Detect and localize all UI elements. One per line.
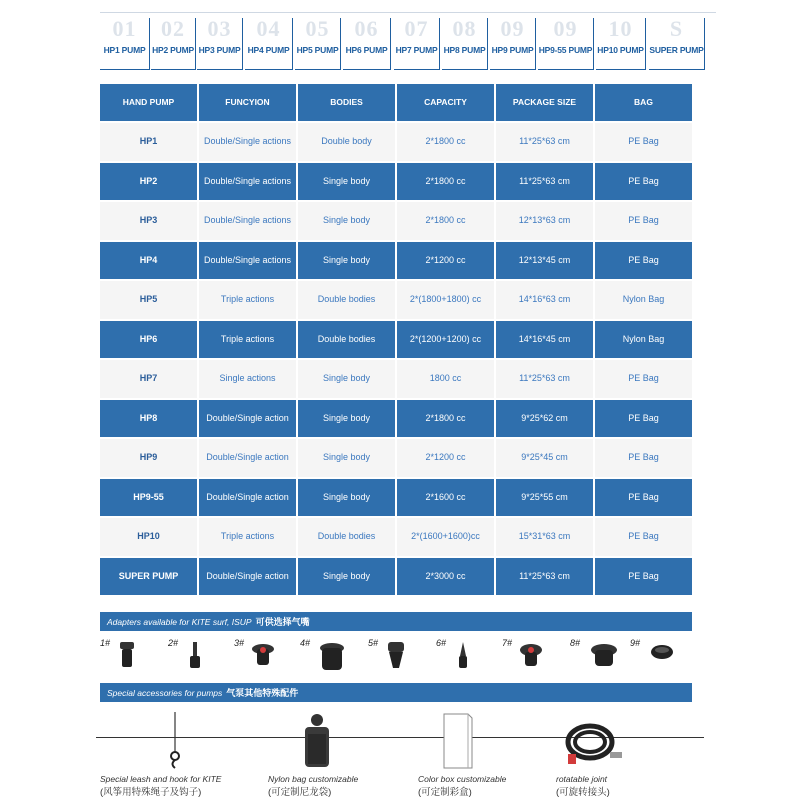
accessory-caption-leash: [100, 773, 221, 799]
cell-bag: PE Bag: [595, 479, 692, 517]
tab-hp5-pump[interactable]: [295, 18, 341, 70]
cell-capacity: 1800 cc: [397, 360, 494, 398]
adapter-number: 7#: [502, 638, 513, 648]
adapter-flange-icon: [584, 640, 618, 672]
accessories-bar: [100, 683, 692, 702]
cell-model: HP5: [100, 281, 197, 319]
accessory-caption-nylon-bag: [268, 773, 358, 799]
cell-capacity: 2*1800 cc: [397, 123, 494, 161]
cell-package-size: 11*25*63 cm: [496, 558, 593, 596]
adapter-1: [100, 638, 160, 678]
tab-number: 02: [161, 16, 185, 41]
table-row: [100, 439, 692, 477]
adapter-8: [570, 638, 630, 678]
tab-label: HP3 PUMP: [198, 45, 241, 55]
table-row: [100, 360, 692, 398]
tab-number: 09: [500, 16, 525, 41]
cell-function: Double/Single actions: [199, 123, 296, 161]
cell-bag: Nylon Bag: [595, 321, 692, 359]
cell-package-size: 12*13*45 cm: [496, 242, 593, 280]
tab-number: 06: [354, 16, 379, 41]
cell-bodies: Single body: [298, 202, 395, 240]
cell-model: HP9: [100, 439, 197, 477]
tab-hp10-pump[interactable]: [596, 18, 646, 70]
adapter-6: [436, 638, 496, 678]
accessories-bar-zh: 气泵其他特殊配件: [226, 688, 299, 698]
tab-label: HP7 PUMP: [395, 45, 438, 55]
cell-package-size: 12*13*63 cm: [496, 202, 593, 240]
cell-package-size: 11*25*63 cm: [496, 123, 593, 161]
cell-bodies: Single body: [298, 163, 395, 201]
cell-bag: PE Bag: [595, 558, 692, 596]
adapters-bar-en: Adapters available for KITE surf, ISUP: [107, 616, 252, 627]
caption-en: Nylon bag customizable: [268, 774, 359, 784]
adapter-pin-icon: [182, 640, 208, 672]
cell-bag: PE Bag: [595, 202, 692, 240]
tab-hp7-pump[interactable]: [394, 18, 440, 70]
adapter-number: 5#: [368, 638, 379, 648]
cell-bag: PE Bag: [595, 360, 692, 398]
tab-super-pump[interactable]: [649, 18, 705, 70]
tab-number: 07: [404, 16, 429, 41]
cell-function: Triple actions: [199, 321, 296, 359]
caption-zh: (可旋转接头): [556, 787, 610, 798]
cell-bodies: Single body: [298, 558, 395, 596]
cell-package-size: 9*25*62 cm: [496, 400, 593, 438]
tab-label: SUPER PUMP: [649, 45, 704, 55]
header-capacity: CAPACITY: [397, 84, 494, 121]
cell-model: HP10: [100, 518, 197, 556]
tab-number: 10: [608, 16, 633, 41]
adapter-number: 3#: [234, 638, 245, 648]
table-row: [100, 242, 692, 280]
table-row: [100, 518, 692, 556]
pump-tab-strip: [100, 18, 710, 72]
adapter-nozzle-icon: [114, 640, 140, 672]
cell-bodies: Single body: [298, 242, 395, 280]
cell-function: Double/Single action: [199, 439, 296, 477]
color-box-icon: [440, 712, 474, 770]
adapter-number: 9#: [630, 638, 641, 648]
tab-number: 04: [256, 16, 281, 41]
tab-hp8-pump[interactable]: [442, 18, 488, 70]
tab-hp9-pump[interactable]: [490, 18, 536, 70]
tab-label: HP1 PUMP: [103, 45, 146, 55]
caption-zh: (风筝用特殊绳子及钩子): [100, 787, 202, 798]
header-package-size: PACKAGE SIZE: [496, 84, 593, 121]
adapter-4: [300, 638, 360, 678]
adapter-needle-icon: [450, 640, 476, 672]
tab-label: HP9-55 PUMP: [538, 45, 593, 55]
adapters-bar: [100, 612, 692, 631]
tab-number: 01: [112, 16, 137, 41]
accessory-caption-joint: [556, 773, 610, 799]
cell-bodies: Double bodies: [298, 321, 395, 359]
cell-capacity: 2*(1600+1600)cc: [397, 518, 494, 556]
table-row: [100, 123, 692, 161]
cell-bag: PE Bag: [595, 242, 692, 280]
table-row: [100, 202, 692, 240]
accessory-caption-color-box: [418, 773, 506, 799]
tab-hp3-pump[interactable]: [197, 18, 243, 70]
adapter-7: [502, 638, 562, 678]
cell-function: Double/Single actions: [199, 202, 296, 240]
cell-model: HP9-55: [100, 479, 197, 517]
cell-capacity: 2*(1200+1200) cc: [397, 321, 494, 359]
adapter-valve-icon: [248, 640, 278, 672]
cell-capacity: 2*1200 cc: [397, 439, 494, 477]
cell-bag: PE Bag: [595, 518, 692, 556]
cell-bag: PE Bag: [595, 439, 692, 477]
cell-package-size: 14*16*45 cm: [496, 321, 593, 359]
cell-model: HP3: [100, 202, 197, 240]
cell-model: HP1: [100, 123, 197, 161]
accessories-bar-en: Special accessories for pumps: [107, 687, 223, 698]
cell-bodies: Double bodies: [298, 281, 395, 319]
adapter-3: [234, 638, 294, 678]
table-row: [100, 281, 692, 319]
cell-capacity: 2*3000 cc: [397, 558, 494, 596]
cell-function: Double/Single action: [199, 400, 296, 438]
cell-bag: Nylon Bag: [595, 281, 692, 319]
tab-label: HP9 PUMP: [491, 45, 534, 55]
table-row: [100, 163, 692, 201]
adapter-number: 1#: [100, 638, 111, 648]
tab-number: S: [669, 16, 684, 41]
cell-package-size: 9*25*45 cm: [496, 439, 593, 477]
caption-en: Special leash and hook for KITE: [100, 774, 222, 784]
cell-package-size: 11*25*63 cm: [496, 360, 593, 398]
cell-function: Double/Single actions: [199, 242, 296, 280]
top-divider: [100, 12, 716, 13]
tab-number: 09: [553, 16, 578, 41]
adapter-number: 4#: [300, 638, 311, 648]
cell-bodies: Single body: [298, 360, 395, 398]
cell-bodies: Single body: [298, 479, 395, 517]
tab-label: HP6 PUMP: [345, 45, 388, 55]
table-row: [100, 558, 692, 596]
cell-bodies: Single body: [298, 439, 395, 477]
cell-capacity: 2*1800 cc: [397, 400, 494, 438]
adapter-9: [630, 638, 690, 678]
adapter-cone-icon: [382, 640, 410, 672]
cell-model: HP4: [100, 242, 197, 280]
tab-hp9-55-pump[interactable]: [538, 18, 594, 70]
header-function: FUNCYION: [199, 84, 296, 121]
tab-label: HP5 PUMP: [296, 45, 339, 55]
cell-function: Single actions: [199, 360, 296, 398]
adapters-bar-zh: 可供选择气嘴: [255, 617, 310, 627]
adapter-wide-nozzle-icon: [314, 640, 346, 674]
spec-table: [100, 84, 692, 597]
leash-hook-icon: [160, 712, 190, 770]
cell-function: Triple actions: [199, 281, 296, 319]
tab-label: HP10 PUMP: [597, 45, 644, 55]
adapter-number: 8#: [570, 638, 581, 648]
caption-zh: (可定制彩盒): [418, 787, 472, 798]
table-header: [100, 84, 692, 121]
adapter-number: 6#: [436, 638, 447, 648]
cell-function: Triple actions: [199, 518, 296, 556]
caption-en: Color box customizable: [418, 774, 507, 784]
cell-model: HP6: [100, 321, 197, 359]
cell-model: HP2: [100, 163, 197, 201]
tab-number: 08: [452, 16, 477, 41]
adapter-2: [168, 638, 228, 678]
header-bag: BAG: [595, 84, 692, 121]
nylon-bag-icon: [295, 712, 339, 772]
header-bodies: BODIES: [298, 84, 395, 121]
cell-capacity: 2*1800 cc: [397, 202, 494, 240]
adapter-round-icon: [644, 640, 676, 672]
cell-capacity: 2*1200 cc: [397, 242, 494, 280]
tab-hp2-pump[interactable]: [151, 18, 196, 70]
cell-bodies: Single body: [298, 400, 395, 438]
cell-bodies: Double bodies: [298, 518, 395, 556]
caption-zh: (可定制尼龙袋): [268, 787, 332, 798]
rotatable-joint-hose-icon: [560, 712, 630, 770]
tab-hp1-pump[interactable]: [100, 18, 150, 70]
cell-package-size: 15*31*63 cm: [496, 518, 593, 556]
tab-label: HP4 PUMP: [247, 45, 290, 55]
cell-model: SUPER PUMP: [100, 558, 197, 596]
tab-label: HP8 PUMP: [443, 45, 486, 55]
cell-function: Double/Single action: [199, 558, 296, 596]
cell-capacity: 2*(1800+1800) cc: [397, 281, 494, 319]
tab-number: 03: [207, 16, 232, 41]
cell-function: Double/Single action: [199, 479, 296, 517]
cell-bag: PE Bag: [595, 163, 692, 201]
cell-capacity: 2*1600 cc: [397, 479, 494, 517]
tab-hp4-pump[interactable]: [245, 18, 293, 70]
cell-package-size: 9*25*55 cm: [496, 479, 593, 517]
cell-model: HP8: [100, 400, 197, 438]
cell-package-size: 11*25*63 cm: [496, 163, 593, 201]
adapter-number: 2#: [168, 638, 179, 648]
caption-en: rotatable joint: [556, 774, 608, 784]
cell-function: Double/Single actions: [199, 163, 296, 201]
tab-number: 05: [305, 16, 330, 41]
cell-bag: PE Bag: [595, 123, 692, 161]
table-row: [100, 479, 692, 517]
adapter-5: [368, 638, 428, 678]
cell-bodies: Double body: [298, 123, 395, 161]
tab-label: HP2 PUMP: [152, 45, 194, 55]
adapter-red-valve-icon: [516, 640, 546, 672]
tab-hp6-pump[interactable]: [343, 18, 391, 70]
cell-model: HP7: [100, 360, 197, 398]
cell-bag: PE Bag: [595, 400, 692, 438]
cell-package-size: 14*16*63 cm: [496, 281, 593, 319]
table-row: [100, 321, 692, 359]
cell-capacity: 2*1800 cc: [397, 163, 494, 201]
header-hand-pump: HAND PUMP: [100, 84, 197, 121]
table-row: [100, 400, 692, 438]
